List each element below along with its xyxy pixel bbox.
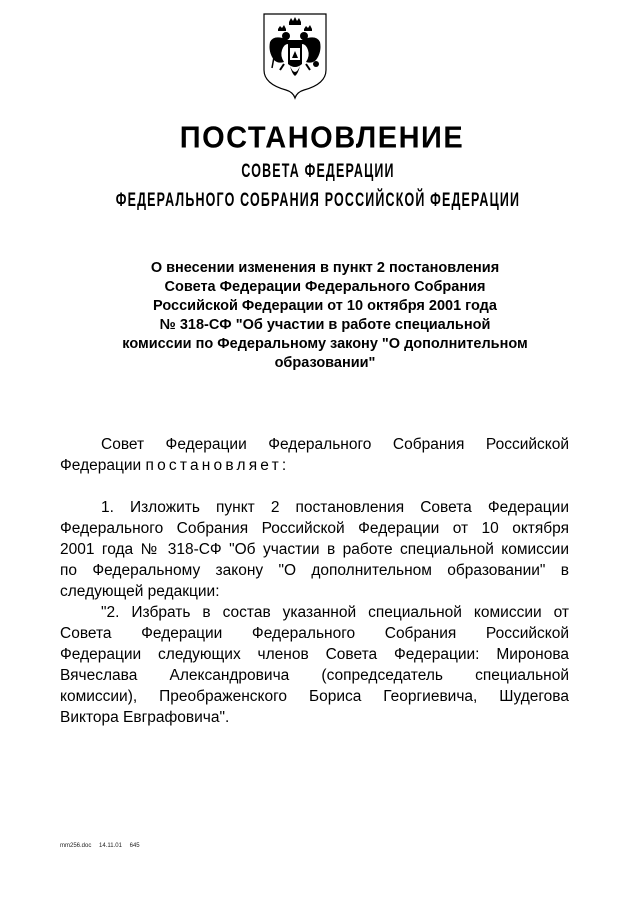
document-subject <box>60 259 590 373</box>
text-line: Совет Федерации Федерального Собрания Российской <box>101 436 569 453</box>
text-line: "2. Избрать в состав указанной специальной комиссии от <box>101 604 569 621</box>
subject-line: Совета Федерации Федерального Собрания <box>164 279 486 295</box>
resolves-word: постановляет: <box>145 457 290 474</box>
text-line: комиссии), Преображенского Бориса Георгиевича, Шудегова <box>60 688 569 705</box>
text-line: Федерации следующих членов Совета Федерации: Миронова <box>60 646 569 663</box>
footer-date: 14.11.01 <box>99 843 122 849</box>
text-line: следующей редакции: <box>60 583 220 600</box>
russian-coat-of-arms-icon <box>262 12 328 100</box>
document-title: ПОСТАНОВЛЕНИЕ <box>179 121 465 155</box>
document-subtitle-body: ФЕДЕРАЛЬНОГО СОБРАНИЯ РОССИЙСКОЙ ФЕДЕРАЦИИ <box>115 190 521 211</box>
footer-file-name: mm256.doc <box>60 843 92 849</box>
subject-line: образовании" <box>274 355 376 371</box>
text-line: по Федеральному закону "О дополнительном образовании" в <box>60 562 569 579</box>
subject-line: О внесении изменения в пункт 2 постановления <box>150 260 500 276</box>
text-line: 2001 года № 318-СФ "Об участии в работе специальной комиссии <box>60 541 569 558</box>
document-subtitle-issuer: СОВЕТА ФЕДЕРАЦИИ <box>241 161 395 182</box>
preamble-paragraph <box>60 434 569 476</box>
text-line: 1. Изложить пункт 2 постановления Совета Федерации <box>101 499 569 516</box>
subject-line: комиссии по Федеральному закону "О дополнительном <box>122 336 528 352</box>
text-line: Вячеслава Александровича (сопредседатель специальной <box>60 667 569 684</box>
subject-line: № 318-СФ "Об участии в работе специальной <box>159 317 491 333</box>
text-line: Совета Федерации Федерального Собрания Российской <box>60 625 569 642</box>
subject-line: Российской Федерации от 10 октября 2001 года <box>153 298 497 314</box>
resolution-paragraph <box>60 497 569 728</box>
text-line <box>60 455 569 476</box>
document-footer <box>60 843 146 849</box>
text-line: Виктора Евграфовича". <box>60 709 230 726</box>
text-line: Федерального Собрания Российской Федерации от 10 октября <box>60 520 569 537</box>
preamble-prefix: Федерации <box>60 457 142 474</box>
footer-code: 645 <box>129 843 140 849</box>
